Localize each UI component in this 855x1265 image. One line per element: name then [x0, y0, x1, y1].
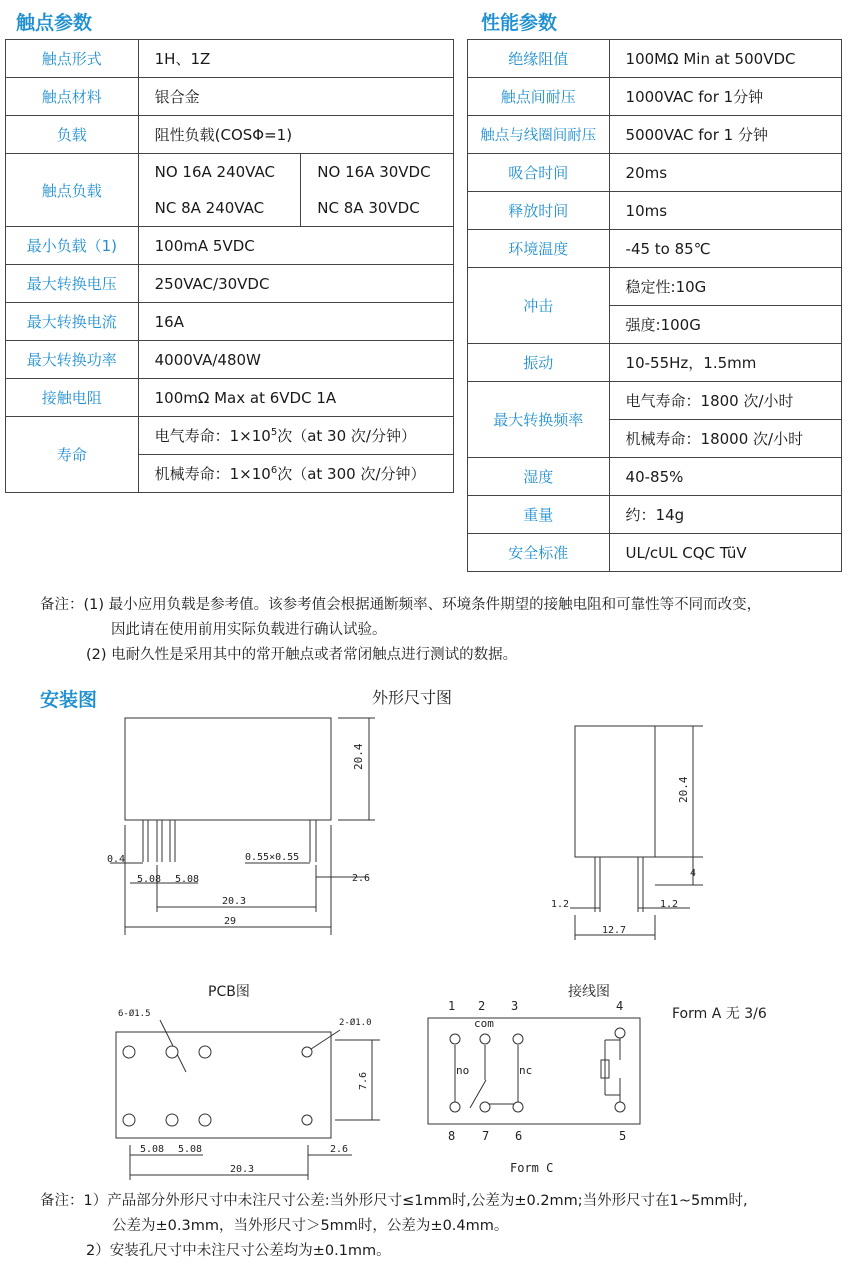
note-line: 公差为±0.3mm，当外形尺寸＞5mm时，公差为±0.4mm。 [112, 1218, 509, 1234]
row-label: 最小负载（1) [6, 227, 139, 265]
row-value: 银合金 [138, 78, 453, 116]
dim-height: 20.4 [352, 743, 365, 770]
dim-pcb-2.6: 2.6 [330, 1144, 349, 1155]
dim-pcb-7.6: 7.6 [358, 1071, 369, 1090]
pin-5: 5 [619, 1129, 627, 1143]
performance-params-title: 性能参数 [481, 12, 558, 34]
row-label: 触点间耐压 [468, 78, 610, 116]
contact-load-cell: NC 8A 240VAC [138, 190, 301, 227]
dim-hole2: 2-Ø1.0 [339, 1018, 372, 1028]
note-line: 因此请在使用前用实际负载进行确认试验。 [111, 622, 387, 638]
notes-block-1 [40, 593, 761, 668]
install-title: 安装图 [40, 689, 98, 711]
table-row [468, 496, 842, 534]
note-line: (2) 电耐久性是采用其中的常开触点或者常闭触点进行测试的数据。 [86, 647, 518, 663]
pin-8: 8 [448, 1129, 456, 1143]
performance-params-table [467, 39, 842, 572]
row-value: 10ms [609, 192, 841, 230]
pcb-title: PCB图 [208, 984, 250, 1000]
pin-3: 3 [511, 999, 519, 1013]
row-value: 稳定性:10G [609, 268, 841, 306]
pin-com-label: com [474, 1017, 494, 1030]
dim-side-12.7: 12.7 [602, 925, 627, 936]
dim-pcb-5.08a: 5.08 [140, 1144, 165, 1155]
life-electrical: 电气寿命：$1\times 10^5$次（at 30 次/分钟） [138, 417, 453, 455]
table-row [468, 458, 842, 496]
note-line: 备注：1）产品部分外形尺寸中未注尺寸公差:当外形尺寸≤1mm时,公差为±0.2mm;当外形尺寸在1~5mm时, [40, 1193, 748, 1209]
row-value: 1H、1Z [138, 40, 453, 78]
table-row [468, 154, 842, 192]
contact-params-title: 触点参数 [16, 12, 93, 34]
row-value: 强度:100G [609, 306, 841, 344]
row-label: 释放时间 [468, 192, 610, 230]
dim-hole6: 6-Ø1.5 [118, 1009, 151, 1019]
row-label: 触点形式 [6, 40, 139, 78]
table-row [6, 40, 454, 78]
pin-2: 2 [478, 999, 486, 1013]
dim-side-1.2a: 1.2 [551, 899, 570, 910]
row-value: 4000VA/480W [138, 341, 453, 379]
row-value: -45 to 85℃ [609, 230, 841, 268]
table-row [468, 40, 842, 78]
table-row [6, 116, 454, 154]
table-row [468, 230, 842, 268]
pin-1: 1 [448, 999, 456, 1013]
dim-side-height: 20.4 [677, 776, 690, 803]
dim-5.08a: 5.08 [137, 874, 162, 885]
row-label: 触点材料 [6, 78, 139, 116]
table-row [468, 192, 842, 230]
dim-side-4: 4 [690, 868, 697, 879]
dim-side-1.2b: 1.2 [660, 899, 679, 910]
row-label: 湿度 [468, 458, 610, 496]
contact-load-cell: NC 8A 30VDC [301, 190, 454, 227]
row-value: 40-85% [609, 458, 841, 496]
dim-29: 29 [224, 916, 237, 927]
row-value: 100MΩ Min at 500VDC [609, 40, 841, 78]
row-label: 接触电阻 [6, 379, 139, 417]
dim-20.3: 20.3 [222, 896, 247, 907]
row-value: 20ms [609, 154, 841, 192]
row-label: 最大转换功率 [6, 341, 139, 379]
table-row [468, 344, 842, 382]
row-value: 1000VAC for 1分钟 [609, 78, 841, 116]
pin-7: 7 [482, 1129, 490, 1143]
row-label: 绝缘阻值 [468, 40, 610, 78]
contact-load-cell: NO 16A 240VAC [138, 154, 301, 191]
table-row [468, 382, 842, 420]
table-row [6, 379, 454, 417]
table-row [468, 78, 842, 116]
form-a-label: Form A 无 3/6 [672, 1006, 767, 1022]
wiring-title: 接线图 [568, 984, 610, 1000]
table-row [468, 268, 842, 306]
row-value: 16A [138, 303, 453, 341]
pin-6: 6 [515, 1129, 523, 1143]
table-row [6, 303, 454, 341]
row-label: 最大转换频率 [468, 382, 610, 458]
front-view-body [125, 718, 331, 820]
row-value: 约：14g [609, 496, 841, 534]
dim-pcb-20.3: 20.3 [230, 1164, 255, 1175]
installation-drawings [0, 700, 855, 1240]
table-row [468, 116, 842, 154]
row-value: 250VAC/30VDC [138, 265, 453, 303]
side-view-body [575, 726, 655, 857]
row-value: 电气寿命：1800 次/小时 [609, 382, 841, 420]
row-value: 100mΩ Max at 6VDC 1A [138, 379, 453, 417]
pin-4: 4 [616, 999, 624, 1013]
dim-pcb-5.08b: 5.08 [178, 1144, 203, 1155]
dim-2.6: 2.6 [352, 873, 371, 884]
note-line: 备注：(1) 最小应用负载是参考值。该参考值会根据通断频率、环境条件期望的接触电阻和可靠性等不同而改变， [40, 597, 762, 613]
row-label: 寿命 [6, 417, 139, 493]
row-value: 机械寿命：18000 次/小时 [609, 420, 841, 458]
row-label: 负载 [6, 116, 139, 154]
row-value: 10-55Hz，1.5mm [609, 344, 841, 382]
table-row [6, 265, 454, 303]
row-value: 阻性负载(COSΦ=1) [138, 116, 453, 154]
table-row [468, 534, 842, 572]
outline-title: 外形尺寸图 [372, 688, 453, 707]
dim-5.08b: 5.08 [175, 874, 200, 885]
table-row [6, 78, 454, 116]
row-label: 环境温度 [468, 230, 610, 268]
table-row [6, 154, 454, 191]
dim-pin-size: 0.55×0.55 [245, 852, 300, 863]
row-label: 吸合时间 [468, 154, 610, 192]
note-line: 2）安装孔尺寸中未注尺寸公差均为±0.1mm。 [86, 1243, 391, 1259]
row-label: 振动 [468, 344, 610, 382]
notes-block-2 [40, 1189, 748, 1264]
form-c-label: Form C [510, 1161, 554, 1175]
life-mechanical: 机械寿命：$1\times 10^6$次（at 300 次/分钟） [138, 455, 453, 493]
row-label: 最大转换电压 [6, 265, 139, 303]
pcb-outline [116, 1032, 331, 1138]
table-row [6, 341, 454, 379]
row-value: 100mA 5VDC [138, 227, 453, 265]
table-row [6, 227, 454, 265]
pin-nc-label: nc [519, 1064, 533, 1077]
row-label: 触点负载 [6, 154, 139, 227]
row-label: 冲击 [468, 268, 610, 344]
row-value: UL/cUL CQC TüV [609, 534, 841, 572]
contact-load-cell: NO 16A 30VDC [301, 154, 454, 191]
row-label: 最大转换电流 [6, 303, 139, 341]
row-label: 安全标准 [468, 534, 610, 572]
row-label: 触点与线圈间耐压 [468, 116, 610, 154]
table-row [6, 417, 454, 455]
row-label: 重量 [468, 496, 610, 534]
dim-0.4: 0.4 [107, 854, 126, 865]
row-value: 5000VAC for 1 分钟 [609, 116, 841, 154]
contact-params-table [5, 39, 454, 493]
pin-no-label: no [456, 1064, 470, 1077]
